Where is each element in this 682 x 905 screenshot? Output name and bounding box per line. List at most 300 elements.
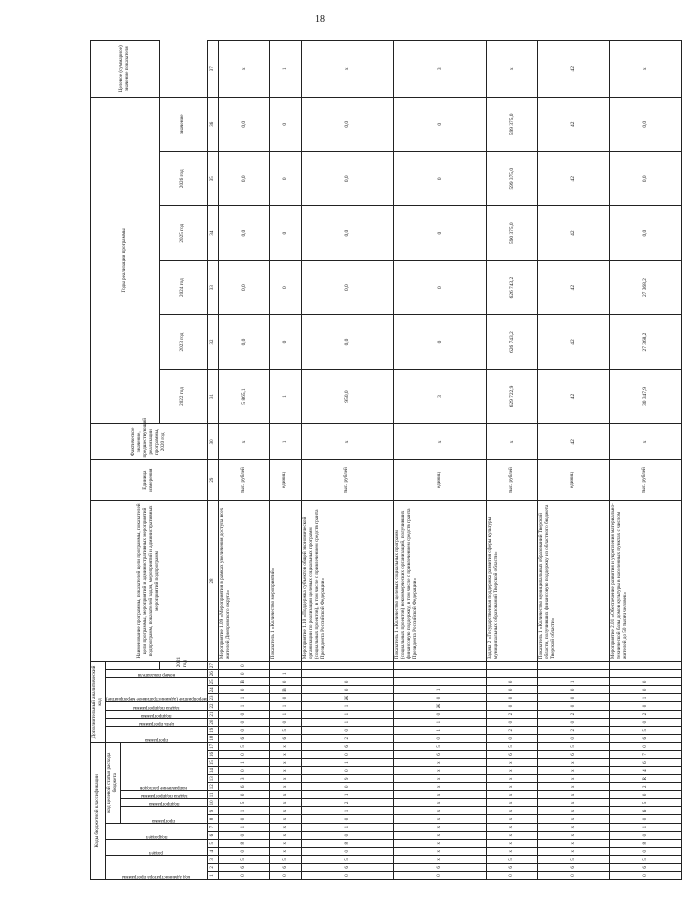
name-header: Наименование программы, показателей цели программы, показателей цели программы, мероприятий и административных мероприятий подпрограмм, показателей задач, мероприятий и административных мероприятий подпрограмм xyxy=(91,500,208,661)
code-cell: 6 xyxy=(301,863,393,871)
code-cell: 2 xyxy=(301,734,393,742)
dop-group-header: Дополнительный аналитический код xyxy=(91,662,106,743)
fact-cell: х xyxy=(394,424,486,460)
itog-group-header: Целевое (суммарное) значение показателя xyxy=(91,41,160,98)
podprogramma-header: подпрограмма xyxy=(120,799,207,807)
fact-cell: 1 xyxy=(270,424,302,460)
code-cell: 0 xyxy=(609,686,681,694)
code-cell: 1 xyxy=(218,823,269,831)
code-cell: 0 xyxy=(486,718,537,726)
table-row xyxy=(486,41,537,880)
year-value-cell: 0,0 xyxy=(609,206,681,260)
year-value-cell: 0 xyxy=(394,97,486,151)
code-cell: х xyxy=(538,767,610,775)
code-cell: 0 xyxy=(538,871,610,879)
fact-cell: 42 xyxy=(538,424,610,460)
year-value-cell: 590 375,0 xyxy=(486,206,537,260)
code-cell: х xyxy=(538,839,610,847)
code-cell: Ж xyxy=(394,702,486,710)
code-cell: х xyxy=(394,839,486,847)
code-cell: 0 xyxy=(609,815,681,823)
code-cell: 0 xyxy=(538,694,610,702)
code-cell: 0 xyxy=(218,670,269,678)
code-cell: 0 xyxy=(609,702,681,710)
table-row xyxy=(270,41,302,880)
code-cell: 1 xyxy=(270,670,302,678)
code-cell: х xyxy=(270,839,302,847)
code-cell: 6 xyxy=(538,863,610,871)
code-cell: 5 xyxy=(486,742,537,750)
code-cell: х xyxy=(270,847,302,855)
code-cell: х xyxy=(270,759,302,767)
column-index-cell: 23 xyxy=(207,694,218,702)
column-index-cell: 22 xyxy=(207,702,218,710)
code-cell: 6 xyxy=(486,863,537,871)
zadacha-header: задача подпрограммы xyxy=(120,791,207,799)
code-cell: 0 xyxy=(270,718,302,726)
year-value-cell: 0,0 xyxy=(218,152,269,206)
code-cell: х xyxy=(538,815,610,823)
year-value-cell: 0,0 xyxy=(218,206,269,260)
code-cell: 0 xyxy=(301,678,393,686)
year-value-cell: 0,0 xyxy=(218,97,269,151)
code-cell: х xyxy=(486,783,537,791)
code-cell: 2 xyxy=(538,710,610,718)
code-cell: 1 xyxy=(394,726,486,734)
year-value-cell: 0 xyxy=(270,206,302,260)
code-cell: 1 xyxy=(609,823,681,831)
code-cell: х xyxy=(486,839,537,847)
code-cell xyxy=(394,662,486,670)
code-cell xyxy=(486,662,537,670)
year-value-cell: 0 xyxy=(270,152,302,206)
code-cell: 0 xyxy=(270,678,302,686)
row-name-cell: Задача 2 «Государственная поддержка развития сферы культуры муниципальных образований Тверской области» xyxy=(486,500,537,661)
code-cell: 0 xyxy=(218,791,269,799)
year-value-cell: 42 xyxy=(538,206,610,260)
year-value-cell: 599 375,0 xyxy=(486,97,537,151)
column-index-cell: 18 xyxy=(207,734,218,742)
code-cell: 6 xyxy=(486,751,537,759)
year-2022-header: 2022 год xyxy=(159,369,207,423)
year-value-cell: 0 xyxy=(270,97,302,151)
code-cell: 0 xyxy=(486,702,537,710)
cel-header: цель программы xyxy=(105,718,207,726)
year-2026-header: 2026 год xyxy=(159,152,207,206)
code-cell: 9 xyxy=(301,775,393,783)
year-value-cell: 0,0 xyxy=(218,260,269,314)
code-cell xyxy=(609,670,681,678)
code-cell: 0 xyxy=(301,726,393,734)
meropriyatie-header: мероприятие (административное мероприятие) xyxy=(105,678,207,702)
code-cell: 0 xyxy=(301,686,393,694)
code-cell xyxy=(301,662,393,670)
code-cell: х xyxy=(486,759,537,767)
code-cell: х xyxy=(394,855,486,863)
column-index-cell: 24 xyxy=(207,686,218,694)
nomer-header: номер показателя xyxy=(105,670,207,678)
year-value-cell: 27 368,2 xyxy=(609,260,681,314)
page-number: 18 xyxy=(315,14,325,25)
code-cell: 5 xyxy=(486,855,537,863)
column-index-cell: 19 xyxy=(207,726,218,734)
code-cell: 0 xyxy=(486,871,537,879)
code-cell: 1 xyxy=(301,710,393,718)
code-cell: 0 xyxy=(394,734,486,742)
code-cell: 0 xyxy=(538,718,610,726)
row-name-cell: Показатель 1 «Количество целевых социальных программ (социальных проектов) некоммерческих организаций, получивших финансовую поддержку, в том числе с привлечением средств гранта Президента Российской Федерации» xyxy=(394,500,486,661)
column-index-cell: 11 xyxy=(207,791,218,799)
code-cell: 0 xyxy=(609,831,681,839)
code-cell xyxy=(486,670,537,678)
column-index-cell: 13 xyxy=(207,775,218,783)
unit-cell: тыс. рублей xyxy=(218,460,269,500)
code-cell: 6 xyxy=(609,863,681,871)
code-cell: х xyxy=(394,759,486,767)
code-cell: х xyxy=(538,791,610,799)
row-name-cell: Показатель 1 «Количество мероприятий» xyxy=(270,500,302,661)
fact-header: Фактическое значение, предшествующий реализации программы, 2020 год xyxy=(91,424,208,460)
code-cell: 0 xyxy=(218,718,269,726)
column-index-cell: 20 xyxy=(207,718,218,726)
unit-cell: единиц xyxy=(394,460,486,500)
code-cell: В xyxy=(218,678,269,686)
year-2025-header: 2025 год xyxy=(159,206,207,260)
code-cell: 0 xyxy=(218,871,269,879)
code-cell: х xyxy=(538,807,610,815)
year-value-cell: 42 xyxy=(538,152,610,206)
itog-cell: 1 xyxy=(270,41,302,98)
column-index-cell: 35 xyxy=(207,152,218,206)
code-cell: 6 xyxy=(218,783,269,791)
itog-cell: х xyxy=(218,41,269,98)
programma-header: программа xyxy=(120,807,207,823)
code-cell: 0 xyxy=(301,783,393,791)
code-cell: 5 xyxy=(218,742,269,750)
code-cell: 0 xyxy=(218,831,269,839)
code-cell: х xyxy=(270,823,302,831)
code-cell: 0 xyxy=(301,815,393,823)
column-index-cell: 29 xyxy=(207,460,218,500)
column-index-cell: 34 xyxy=(207,206,218,260)
code-cell: 6 xyxy=(218,734,269,742)
code-cell: х xyxy=(270,815,302,823)
razdel-header: раздел xyxy=(105,839,207,855)
code-cell: х xyxy=(270,751,302,759)
code-cell: Ж xyxy=(301,694,393,702)
code-cell: 0 xyxy=(609,791,681,799)
year-value-cell: 42 xyxy=(538,315,610,369)
column-index-cell: 21 xyxy=(207,710,218,718)
code-cell: х xyxy=(394,767,486,775)
table-row xyxy=(394,41,486,880)
napravlenie-header: направление расходов xyxy=(120,742,207,791)
podrazdel-header: подраздел xyxy=(105,823,207,839)
code-cell: х xyxy=(538,759,610,767)
itog-cell: х xyxy=(486,41,537,98)
column-index-cell: 37 xyxy=(207,41,218,98)
code-cell: х xyxy=(394,807,486,815)
code-cell: 1 xyxy=(609,694,681,702)
program-table xyxy=(90,40,682,880)
code-cell: 5 xyxy=(218,855,269,863)
code-cell: 6 xyxy=(270,734,302,742)
code-cell: 7 xyxy=(609,751,681,759)
year-value-cell: 599 375,0 xyxy=(486,152,537,206)
itog-cell: х xyxy=(301,41,393,98)
code-cell: 2 xyxy=(538,726,610,734)
code-cell: 6 xyxy=(538,751,610,759)
column-index-cell: 2 xyxy=(207,863,218,871)
code-cell: х xyxy=(538,823,610,831)
code-cell: 0 xyxy=(301,751,393,759)
column-index-cell: 3 xyxy=(207,855,218,863)
code-cell: 6 xyxy=(394,751,486,759)
code-cell: 0 xyxy=(538,686,610,694)
code-cell: 5 xyxy=(609,799,681,807)
code-cell: 2 xyxy=(301,799,393,807)
column-index-cell: 17 xyxy=(207,742,218,750)
year-value-cell: 0 xyxy=(270,260,302,314)
code-cell: 2 xyxy=(486,726,537,734)
year-value-cell: 27 368,2 xyxy=(609,315,681,369)
itog-value-header: значение xyxy=(159,97,207,151)
code-cell: х xyxy=(486,831,537,839)
code-cell: х xyxy=(538,783,610,791)
code-cell: 0 xyxy=(270,871,302,879)
code-cell: 0 xyxy=(486,686,537,694)
unit-cell: единиц xyxy=(538,460,610,500)
code-cell: х xyxy=(394,815,486,823)
unit-cell: единиц xyxy=(270,460,302,500)
years-group-header: Годы реализации программы xyxy=(91,97,160,424)
code-cell: х xyxy=(270,791,302,799)
table-row xyxy=(609,41,681,880)
code-cell xyxy=(538,670,610,678)
row-name-cell: Мероприятие 1.09 «Мероприятия в рамках увеличения доступа всех жителей Днепровского округа» xyxy=(218,500,269,661)
code-cell xyxy=(609,662,681,670)
code-cell: х xyxy=(394,791,486,799)
column-index-cell: 4 xyxy=(207,847,218,855)
code-cell: х xyxy=(394,823,486,831)
column-index-cell: 6 xyxy=(207,831,218,839)
year-value-cell: 0 xyxy=(394,315,486,369)
code-cell: х xyxy=(394,847,486,855)
year-value-cell: 3 xyxy=(394,369,486,423)
rotated-page xyxy=(90,40,649,880)
csr-group-header: код целевой статьи расхода бюджета xyxy=(105,742,120,823)
code-cell: 5 xyxy=(218,799,269,807)
row-name-cell: Мероприятие 1.10 «Поддержка субъектов общей экономической организации по реализации целевых социальных программ (социальных проектов), в том числе с привлечением средств гранта Президента Российской Федерации» xyxy=(301,500,393,661)
column-index-cell: 8 xyxy=(207,815,218,823)
itog-cell: 42 xyxy=(538,41,610,98)
year-value-cell: 626 743,2 xyxy=(486,315,537,369)
year-value-cell: 0 xyxy=(394,260,486,314)
itog-cell: х xyxy=(609,41,681,98)
code-cell: х xyxy=(270,783,302,791)
code-cell: х xyxy=(394,775,486,783)
code-cell: 0 xyxy=(301,871,393,879)
code-cell: 6 xyxy=(609,734,681,742)
code-cell: х xyxy=(486,815,537,823)
column-index-cell: 32 xyxy=(207,315,218,369)
row-name-cell: Мероприятие 2.01 «Обеспечение развития и укрепления материально-технической базы домов культуры в населенных пунктах с числом жителей до 50 тысяч человек» xyxy=(609,500,681,661)
code-cell: 6 xyxy=(394,863,486,871)
code-cell: 0 xyxy=(301,767,393,775)
year-value-cell: 30 347,9 xyxy=(609,369,681,423)
table-body xyxy=(218,41,681,880)
code-cell: 8 xyxy=(218,839,269,847)
year-value-cell: 629 722,9 xyxy=(486,369,537,423)
code-cell: х xyxy=(486,823,537,831)
column-index-cell: 1 xyxy=(207,871,218,879)
code-cell: 6 xyxy=(270,863,302,871)
year-value-cell: 0,0 xyxy=(301,260,393,314)
year-value-cell: 0,0 xyxy=(301,315,393,369)
code-cell: х xyxy=(394,799,486,807)
code-cell: 2 xyxy=(609,783,681,791)
unit-header: Единица измерения xyxy=(91,460,208,500)
code-cell xyxy=(394,670,486,678)
code-cell: 8 xyxy=(301,839,393,847)
code-cell: 0 xyxy=(301,847,393,855)
year-value-cell: 0,0 xyxy=(609,152,681,206)
code-cell xyxy=(270,662,302,670)
column-index-cell: 16 xyxy=(207,751,218,759)
year-2021-header: 2021 год xyxy=(159,662,207,670)
row-name-cell: Показатель 1 «Количество муниципальных образований Тверской области, получивших финансовую поддержку из областного бюджета Тверской области» xyxy=(538,500,610,661)
code-cell: 0 xyxy=(218,710,269,718)
column-index-cell: 26 xyxy=(207,670,218,678)
code-cell: 8 xyxy=(609,839,681,847)
code-cell: 0 xyxy=(609,742,681,750)
year-value-cell: 42 xyxy=(538,369,610,423)
unit-cell: тыс. рублей xyxy=(486,460,537,500)
code-cell: х xyxy=(486,767,537,775)
code-cell: х xyxy=(270,742,302,750)
column-index-cell: 30 xyxy=(207,424,218,460)
code-cell: 0 xyxy=(301,831,393,839)
code-cell: 6 xyxy=(218,863,269,871)
column-index-cell: 12 xyxy=(207,783,218,791)
dop-programma-header: программа xyxy=(105,726,207,742)
fact-cell: х xyxy=(486,424,537,460)
dop-zadacha-header: задача подпрограммы xyxy=(105,702,207,710)
code-cell: 1 xyxy=(270,702,302,710)
code-cell: х xyxy=(486,847,537,855)
dop-podprogramma-header: подпрограмма xyxy=(105,710,207,718)
code-cell: 1 xyxy=(218,807,269,815)
year-2024-header: 2024 год xyxy=(159,260,207,314)
code-cell: х xyxy=(270,767,302,775)
code-cell: 6 xyxy=(609,807,681,815)
code-cell: 1 xyxy=(270,710,302,718)
code-cell: х xyxy=(270,799,302,807)
code-cell: х xyxy=(486,791,537,799)
code-cell: 0 xyxy=(218,686,269,694)
code-cell xyxy=(301,670,393,678)
code-cell: х xyxy=(538,831,610,839)
code-cell: 0 xyxy=(609,847,681,855)
code-cell: 0 xyxy=(218,815,269,823)
admin-header: код администратора программы xyxy=(105,855,207,879)
code-cell: 5 xyxy=(394,742,486,750)
year-value-cell: 0 xyxy=(394,152,486,206)
table-row xyxy=(218,41,269,880)
fact-cell: х xyxy=(609,424,681,460)
column-index-cell: 27 xyxy=(207,662,218,670)
fact-cell: х xyxy=(301,424,393,460)
code-cell: 1 xyxy=(394,718,486,726)
code-cell: 0 xyxy=(218,726,269,734)
code-cell: х xyxy=(394,783,486,791)
code-cell: 1 xyxy=(301,718,393,726)
year-value-cell: 950,0 xyxy=(301,369,393,423)
code-cell xyxy=(538,662,610,670)
code-cell: 5 xyxy=(609,726,681,734)
code-cell: х xyxy=(538,799,610,807)
code-cell: 1 xyxy=(218,702,269,710)
code-cell: 1 xyxy=(301,702,393,710)
code-cell: 0 xyxy=(609,718,681,726)
code-cell: В xyxy=(270,686,302,694)
code-cell: 1 xyxy=(301,759,393,767)
fact-cell: х xyxy=(218,424,269,460)
code-cell: 0 xyxy=(486,694,537,702)
code-cell: 1 xyxy=(301,807,393,815)
code-cell: 0 xyxy=(218,847,269,855)
code-cell: 0 xyxy=(538,702,610,710)
code-cell: х xyxy=(486,799,537,807)
code-cell: 0 xyxy=(270,694,302,702)
code-cell: х xyxy=(486,807,537,815)
year-value-cell: 0,0 xyxy=(609,97,681,151)
code-cell: 0 xyxy=(394,710,486,718)
itog-cell: 3 xyxy=(394,41,486,98)
column-index-cell: 25 xyxy=(207,678,218,686)
code-cell: 5 xyxy=(609,855,681,863)
table-row xyxy=(538,41,610,880)
code-cell: 5 xyxy=(270,726,302,734)
code-cell: 0 xyxy=(218,751,269,759)
code-cell: 0 xyxy=(394,694,486,702)
year-value-cell: 0,0 xyxy=(301,152,393,206)
code-cell: 0 xyxy=(218,767,269,775)
code-cell: 2 xyxy=(609,710,681,718)
column-index-cell: 7 xyxy=(207,823,218,831)
year-value-cell: 0 xyxy=(270,315,302,369)
code-cell: 1 xyxy=(218,759,269,767)
table-row xyxy=(301,41,393,880)
code-cell: R xyxy=(609,775,681,783)
code-cell: х xyxy=(270,831,302,839)
code-cell: 1 xyxy=(301,823,393,831)
code-cell: 3 xyxy=(218,775,269,783)
column-index-cell: 9 xyxy=(207,807,218,815)
code-cell: 1 xyxy=(538,678,610,686)
column-index-cell: 15 xyxy=(207,759,218,767)
code-cell: 0 xyxy=(486,678,537,686)
code-cell: 6 xyxy=(301,742,393,750)
code-cell: х xyxy=(538,847,610,855)
code-cell: 5 xyxy=(301,855,393,863)
year-value-cell: 0,0 xyxy=(218,315,269,369)
unit-cell: тыс. рублей xyxy=(301,460,393,500)
column-index-cell: 5 xyxy=(207,839,218,847)
code-cell: х xyxy=(394,831,486,839)
code-cell: 0 xyxy=(486,734,537,742)
code-cell: 0 xyxy=(609,871,681,879)
